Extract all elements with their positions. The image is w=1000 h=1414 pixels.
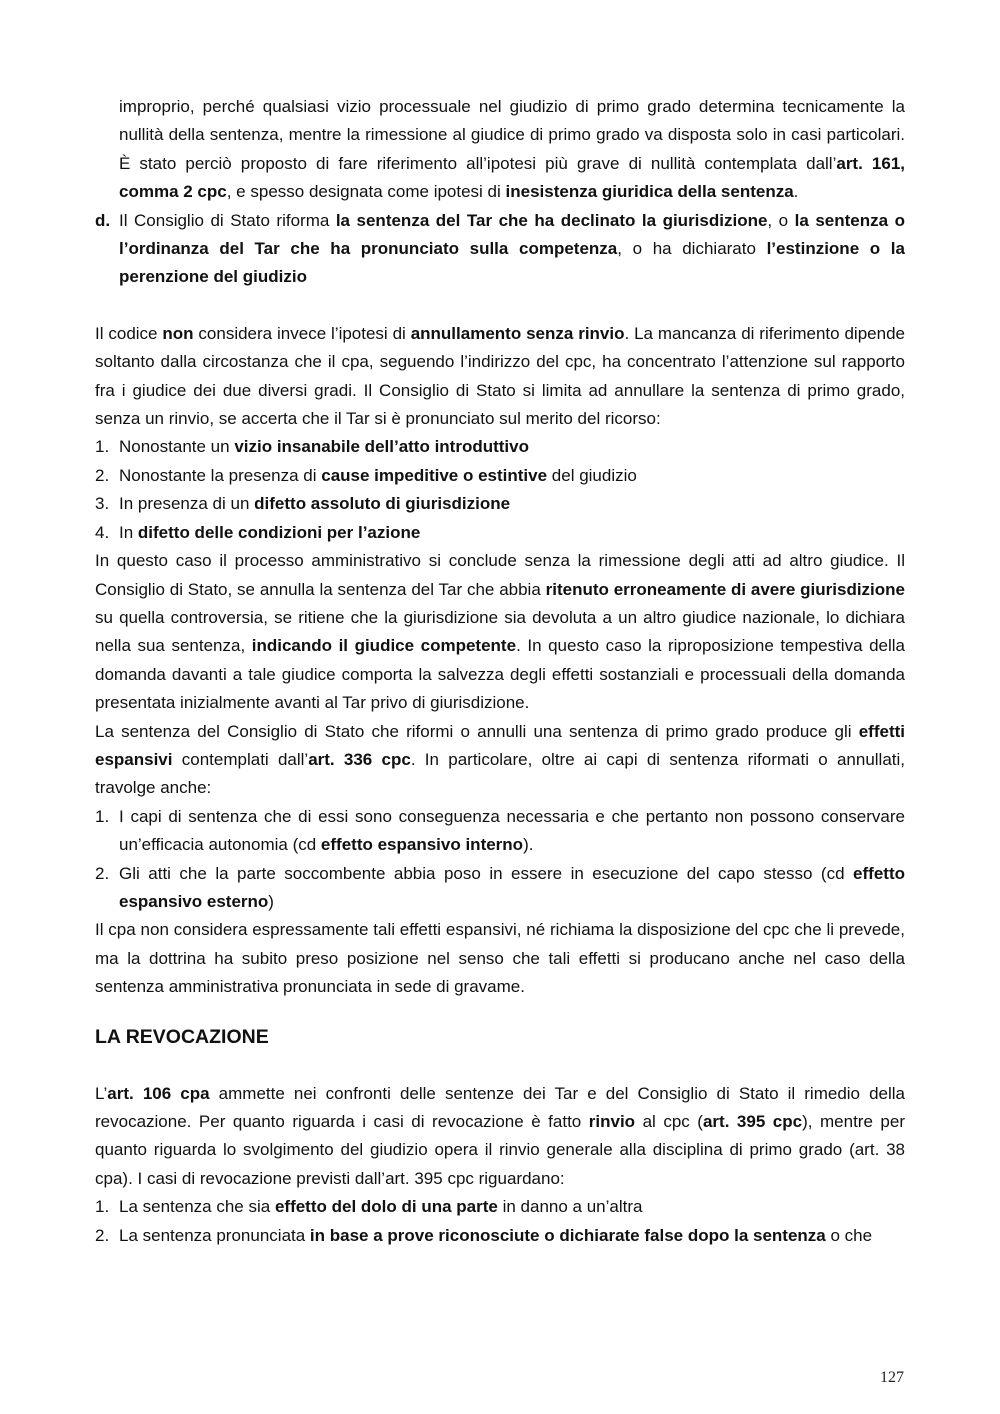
text: . In particolare, oltre ai capi di sentenza riformati o annullati, travolge anche: <box>95 749 906 798</box>
text: Gli atti che la parte soccombente abbia poso in essere in esecuzione del capo stesso (cd <box>119 863 854 883</box>
list-item <box>95 462 905 490</box>
bold-text: art. 336 cpc <box>308 749 411 769</box>
list-item <box>95 207 905 292</box>
text: In questo caso il processo amministrativo si conclude senza la rimessione degli atti ad altro giudice. Il Consiglio di Stato, se annulla la sentenza del Tar che abbia <box>95 551 905 599</box>
text: , e spesso designata come ipotesi di <box>226 182 506 202</box>
text: Nonostante la presenza di <box>119 465 322 485</box>
list-marker: 3. <box>95 494 110 514</box>
text: . In questo caso la riproposizione tempestiva della domanda davanti a tale giudice comporta la salvezza degli effetti sostanziali e processuali della domanda presentata inizialmente avanti al Tar privo di giurisdizione. <box>95 636 906 713</box>
list-item <box>95 490 905 518</box>
numbered-list-revocazione <box>95 1193 905 1250</box>
paragraph-cpa <box>95 916 905 1001</box>
bold-text: la sentenza o l’ordinanza del Tar che ha pronunciato sulla competenza <box>119 210 905 259</box>
bold-text: vizio insanabile dell’atto introduttivo <box>234 437 529 457</box>
list-item-text <box>119 97 905 201</box>
bold-text: art. 161, comma 2 cpc <box>119 153 905 202</box>
list-marker: 2. <box>95 465 110 485</box>
bold-text: difetto assoluto di giurisdizione <box>254 494 511 514</box>
bold-text: l’estinzione o la perenzione del giudizio <box>119 239 905 287</box>
text: La sentenza del Consiglio di Stato che riformi o annulli una sentenza di primo grado produce gli <box>95 721 859 741</box>
paragraph-revocazione <box>95 1080 905 1194</box>
text: La sentenza che sia <box>119 1197 275 1217</box>
text: al cpc ( <box>635 1112 703 1131</box>
spacer <box>95 292 905 320</box>
bold-text: difetto delle condizioni per l’azione <box>137 522 421 542</box>
text: considera invece l’ipotesi di <box>193 323 411 343</box>
text: su quella controversia, se ritiene che la giurisdizione sia devoluta a un altro giudice nazionale, lo dichiara nella sua sentenza, <box>95 607 905 656</box>
text: ammette nei confronti delle sentenze dei Tar e del Consiglio di Stato il rimedio della revocazione. Per quanto riguarda i casi di revocazione è fatto <box>95 1083 906 1131</box>
bold-text: cause impeditive o estintive <box>321 465 548 485</box>
list-item <box>95 860 905 917</box>
numbered-list-effetti <box>95 803 905 917</box>
bold-text: art. 106 cpa <box>107 1083 210 1103</box>
text: , o ha dichiarato <box>617 239 767 259</box>
list-item <box>95 803 905 860</box>
section-heading: LA REVOCAZIONE <box>95 1025 269 1048</box>
list-item-text <box>119 211 905 287</box>
paragraph-questo-caso <box>95 547 905 717</box>
bold-text: art. 395 cpc <box>702 1112 803 1131</box>
text: in danno a un’altra <box>497 1197 643 1217</box>
paragraph-annullamento <box>95 320 905 434</box>
text: La sentenza pronunciata <box>119 1225 310 1245</box>
bold-text: effetti espansivi <box>95 721 905 769</box>
list-item <box>95 93 905 207</box>
list-item <box>95 1222 905 1250</box>
list-item <box>95 1193 905 1221</box>
paragraph-effetti <box>95 718 905 803</box>
text: del giudizio <box>547 465 637 485</box>
text: L’ <box>95 1083 108 1103</box>
bold-text: effetto espansivo interno <box>320 835 524 855</box>
bold-text: annullamento senza rinvio <box>410 323 625 343</box>
text: Il cpa non considera espressamente tali effetti espansivi, né richiama la disposizione del cpc che li prevede, ma la dottrina ha subito preso posizione nel senso che tali effetti si producano anche nel caso della sentenza amministrativa pronunciata in sede di gravame. <box>95 920 905 997</box>
bold-text: rinvio <box>588 1112 636 1131</box>
bold-text: ritenuto erroneamente di avere giurisdizione <box>545 579 905 599</box>
list-marker: d. <box>95 210 111 230</box>
text: In <box>119 522 138 542</box>
page-number: 127 <box>880 1369 904 1386</box>
list-item <box>95 519 905 547</box>
text: Nonostante un <box>119 437 235 457</box>
list-marker: 1. <box>95 1197 110 1217</box>
text: improprio, perché qualsiasi vizio processuale nel giudizio di primo grado determina tecnicamente la nullità della sentenza, mentre la rimessione al giudice di primo grado va disposta solo in casi particolari. È stato perciò proposto di fare riferimento all’ipotesi più grave di nullità contemplata dall’ <box>119 97 905 173</box>
list-item-text <box>119 807 905 854</box>
list-marker: 1. <box>95 437 110 457</box>
text: contemplati dall’ <box>172 749 309 769</box>
list-marker: 2. <box>95 863 110 883</box>
text: Il Consiglio di Stato riforma <box>119 210 336 230</box>
text: ) <box>268 891 274 911</box>
list-item-text <box>119 494 510 513</box>
list-marker: 4. <box>95 522 110 542</box>
list-marker: 2. <box>95 1225 110 1245</box>
list-item-text <box>119 1197 642 1216</box>
list-item-text <box>119 437 529 456</box>
text: . <box>793 182 799 202</box>
list-item-text <box>119 466 637 485</box>
list-item-text <box>119 523 420 542</box>
page-content <box>95 93 905 1250</box>
letter-list <box>95 93 905 292</box>
text: o che <box>825 1225 873 1245</box>
text: ). <box>523 835 534 855</box>
text: ), mentre per quanto riguarda lo svolgimento del giudizio opera il rinvio generale alla disciplina di primo grado (art. 38 cpa). I casi di revocazione previsti dall’art. 395 cpc riguardano: <box>95 1112 905 1188</box>
list-marker: 1. <box>95 806 110 826</box>
bold-text: indicando il giudice competente <box>251 636 517 656</box>
bold-text: effetto espansivo esterno <box>119 863 905 911</box>
text: . La mancanza di riferimento dipende soltanto dalla circostanza che il cpa, seguendo l’indirizzo del cpc, ha concentrato l’attenzione sul rapporto fra i giudice dei due diversi gradi. Il Consiglio di Stato si limita ad annullare la sentenza di primo grado, senza un rinvio, se accerta che il Tar si è pronunciato sul merito del ricorso: <box>95 323 905 429</box>
bold-text: in base a prove riconosciute o dichiarate false dopo la sentenza <box>309 1225 826 1245</box>
list-item <box>95 433 905 461</box>
text: I capi di sentenza che di essi sono conseguenza necessaria e che pertanto non possono conservare un’efficacia autonomia (cd <box>119 806 905 855</box>
bold-text: la sentenza del Tar che ha declinato la giurisdizione <box>335 210 768 230</box>
text: , o <box>767 210 795 230</box>
bold-text: non <box>162 323 194 343</box>
bold-text: inesistenza giuridica della sentenza <box>505 182 794 202</box>
text: Il codice <box>95 323 163 343</box>
list-item-text <box>119 1226 872 1245</box>
text: In presenza di un <box>119 494 255 514</box>
bold-text: effetto del dolo di una parte <box>274 1197 498 1217</box>
list-item-text <box>119 864 905 911</box>
numbered-list-annullamento <box>95 433 905 547</box>
